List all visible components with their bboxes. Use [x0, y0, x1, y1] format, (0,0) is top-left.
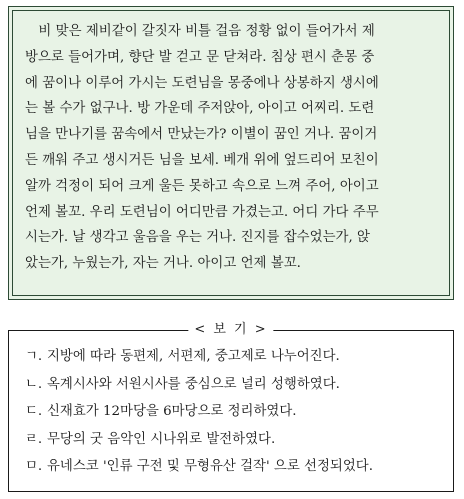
bogi-item [25, 398, 447, 426]
bogi-item-marker: ㄴ. [25, 376, 43, 392]
bogi-title: < 보 기 > [188, 320, 273, 340]
passage-inner-frame [12, 10, 450, 296]
bogi-item-marker: ㄱ. [25, 349, 43, 364]
bogi-item-text: 신재효가 12마당을 6마당으로 정리하였다. [47, 404, 297, 419]
bogi-item-text: 옥계시사와 서원시사를 중심으로 널리 성행하였다. [47, 376, 340, 392]
passage-line: 에 꿈이나 이루어 가시는 도련님을 몽중에나 상봉하지 생시에 [25, 75, 379, 91]
bogi-item-text: 유네스코 '인류 구전 및 무형유산 걸작' 으로 선정되었다. [47, 459, 373, 474]
passage-line: 언제 볼꼬. 우리 도련님이 어디만큼 가겼는고. 어디 가다 주무 [25, 204, 379, 220]
bogi-item [25, 426, 447, 454]
bogi-item-marker: ㅁ. [25, 459, 43, 474]
bogi-box [8, 322, 454, 492]
passage-line: 든 깨워 주고 생시거든 님을 보세. 베개 위에 엎드리어 모친이 [25, 152, 379, 168]
passage-box [8, 6, 454, 300]
bogi-list [25, 343, 447, 481]
bogi-item-marker: ㄷ. [25, 404, 43, 419]
passage-line: 비 맞은 제비같이 갈짓자 비틀 걸음 정황 없이 들어가서 제 [25, 24, 375, 39]
bogi-item [25, 343, 447, 371]
passage-line: 시는가. 날 생각고 울음을 우는 거나. 진지를 잡수었는가, 앉 [25, 230, 371, 246]
passage-line: 는 볼 수가 없구나. 방 가운데 주저앉아, 아이고 어찌리. 도련 [25, 101, 375, 117]
passage-line: 았는가, 누웠는가, 자는 거나. 아이고 언제 볼꼬. [25, 256, 301, 272]
bogi-item-text: 지방에 따라 동편제, 서편제, 중고제로 나누어진다. [47, 349, 340, 364]
passage-line: 방으로 들어가며, 향단 발 걷고 문 닫쳐라. 침상 편시 춘몽 중 [25, 49, 375, 65]
passage-line: 님을 만나기를 꿈속에서 만났는가? 이별이 꿈인 거나. 꿈이거 [25, 127, 378, 143]
bogi-item [25, 371, 447, 399]
bogi-item-text: 무당의 굿 음악인 시나위로 발전하였다. [47, 431, 276, 447]
bogi-item [25, 453, 447, 481]
bogi-item-marker: ㄹ. [25, 431, 43, 447]
passage-line: 알까 걱정이 되어 크게 울든 못하고 속으로 느껴 주어, 아이고 [25, 178, 379, 194]
